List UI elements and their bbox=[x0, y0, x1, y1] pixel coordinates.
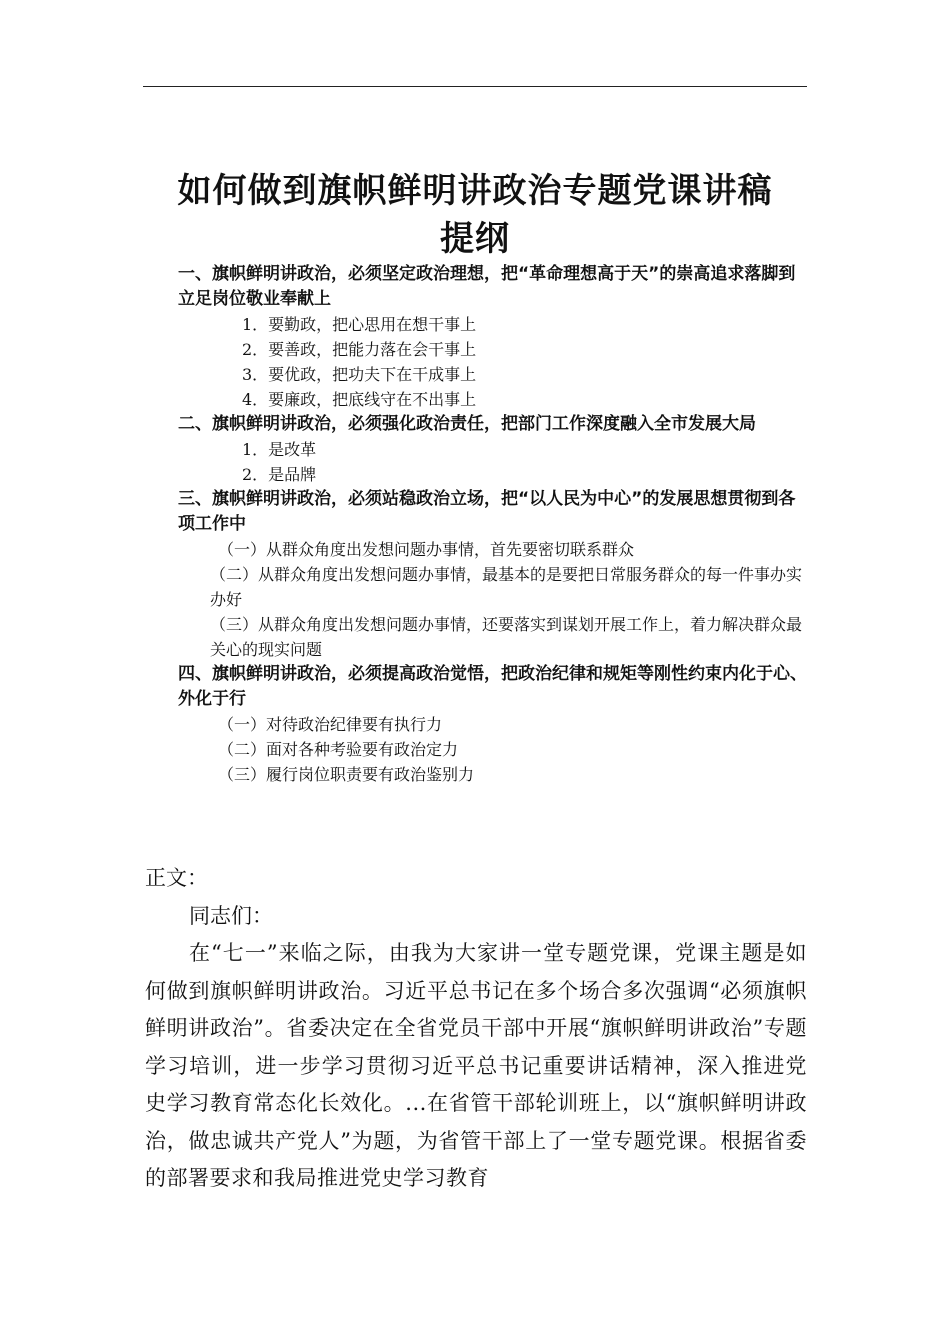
outline-heading-1: 一、旗帜鲜明讲政治，必须坚定政治理想，把“革命理想高于天”的崇高追求落脚到立足岗位敬业奉献上 bbox=[178, 264, 796, 309]
outline-item: 2．要善政，把能力落在会干事上 bbox=[242, 340, 477, 359]
outline-item: （三）从群众角度出发想问题办事情，还要落实到谋划开展工作上，着力解决群众最关心的现实问题 bbox=[210, 615, 803, 659]
outline bbox=[178, 262, 810, 787]
body-paragraph: 在“七一”来临之际，由我为大家讲一堂专题党课，党课主题是如何做到旗帜鲜明讲政治。习近平总书记在多个场合多次强调“必须旗帜鲜明讲政治”。省委决定在全省党员干部中开展“旗帜鲜明讲政治”专题学习培训，进一步学习贯彻习近平总书记重要讲话精神，深入推进党史学习教育常态化长效化。...在省管干部轮训班上，以“旗帜鲜明讲政治，做忠诚共产党人”为题，为省管干部上了一堂专题党课。根据省委的部署要求和我局推进党史学习教育 bbox=[145, 941, 807, 1190]
header-rule bbox=[143, 86, 807, 87]
outline-item: （一）对待政治纪律要有执行力 bbox=[218, 715, 443, 734]
document-title-line1: 如何做到旗帜鲜明讲政治专题党课讲稿 bbox=[177, 171, 773, 211]
salutation: 同志们： bbox=[189, 903, 273, 928]
outline-item: 3．要优政，把功夫下在干成事上 bbox=[242, 365, 477, 384]
outline-item: （二）从群众角度出发想问题办事情，最基本的是要把日常服务群众的每一件事办实办好 bbox=[210, 565, 803, 609]
outline-heading-2: 二、旗帜鲜明讲政治，必须强化政治责任，把部门工作深度融入全市发展大局 bbox=[178, 414, 756, 434]
outline-item: （一）从群众角度出发想问题办事情，首先要密切联系群众 bbox=[218, 540, 635, 559]
body-text bbox=[145, 860, 807, 1198]
outline-item: （三）履行岗位职责要有政治鉴别力 bbox=[218, 765, 475, 784]
outline-item: 1．要勤政，把心思用在想干事上 bbox=[242, 315, 477, 334]
outline-item: 4．要廉政，把底线守在不出事上 bbox=[242, 390, 477, 409]
outline-heading-4: 四、旗帜鲜明讲政治，必须提高政治觉悟，把政治纪律和规矩等刚性约束内化于心、外化于行 bbox=[178, 664, 807, 709]
body-label: 正文： bbox=[145, 866, 208, 890]
outline-heading-3: 三、旗帜鲜明讲政治，必须站稳政治立场，把“以人民为中心”的发展思想贯彻到各项工作中 bbox=[178, 489, 796, 534]
outline-item: 1．是改革 bbox=[242, 440, 317, 459]
document-title-line2: 提纲 bbox=[440, 219, 510, 259]
outline-item: （二）面对各种考验要有政治定力 bbox=[218, 740, 459, 759]
outline-item: 2．是品牌 bbox=[242, 465, 317, 484]
